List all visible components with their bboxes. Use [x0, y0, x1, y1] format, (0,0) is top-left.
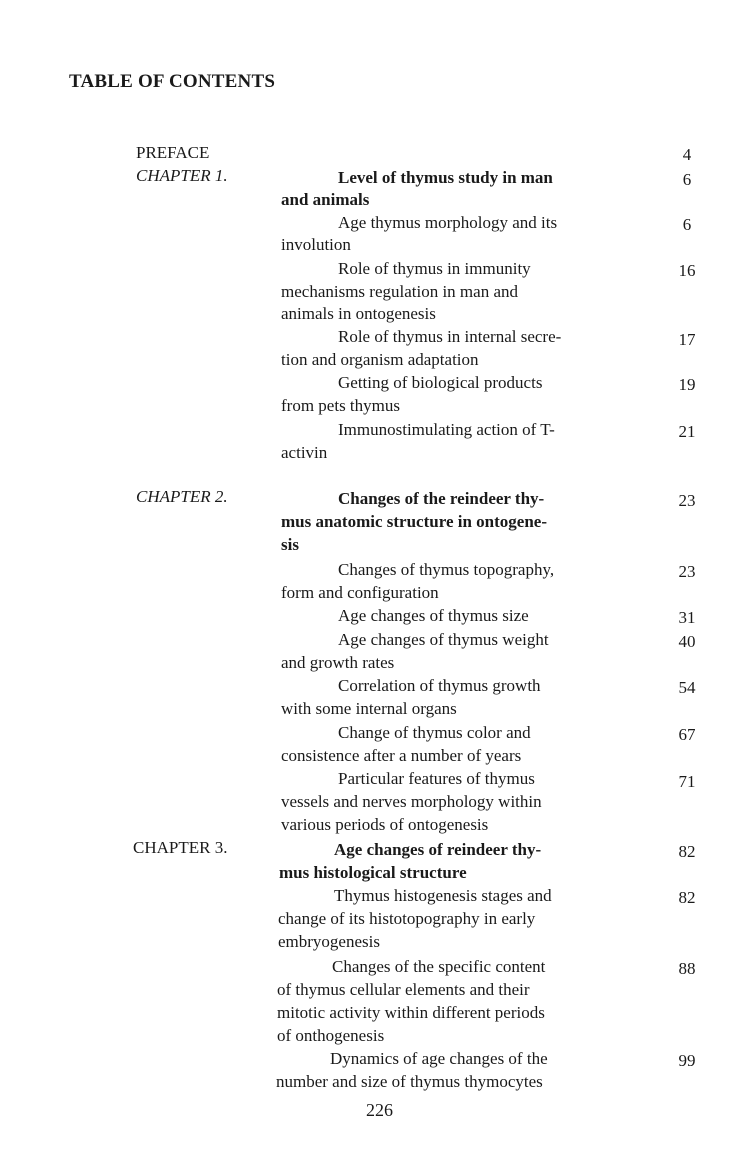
ch1-sec5-line-1: Immunostimulating action of T-: [338, 420, 555, 439]
chapter-2-label: CHAPTER 2.: [136, 487, 228, 506]
ch1-sec4-line-1: Getting of biological products: [338, 373, 543, 392]
ch2-sec5-line-1: Change of thymus color and: [338, 723, 531, 742]
ch2-sec3-line-2: and growth rates: [281, 653, 395, 672]
ch1-sec5-line-2: activin: [281, 443, 328, 462]
ch3-sec2-line-3: mitotic activity within different periods: [277, 1003, 545, 1022]
ch2-sec4-line-1: Correlation of thymus growth: [338, 676, 541, 695]
chapter-2-title-line-3: sis: [281, 535, 299, 554]
ch3-sec2-line-1: Changes of the specific content: [332, 957, 546, 976]
ch3-sec1-line-1: Thymus histogenesis stages and: [334, 886, 552, 905]
ch2-sec6-line-1: Particular features of thymus: [338, 769, 535, 788]
ch1-sec4-line-2: from pets thymus: [281, 396, 400, 415]
ch2-sec1-page: 23: [678, 562, 696, 581]
ch2-sec2-page: 31: [678, 608, 696, 627]
ch3-sec3-line-1: Dynamics of age changes of the: [330, 1049, 548, 1068]
chapter-2-title-line-1: Changes of the reindeer thy-: [338, 489, 545, 508]
ch3-sec2-page: 88: [678, 959, 696, 978]
chapter-1-page: 6: [682, 170, 692, 189]
ch1-sec5-page: 21: [678, 422, 696, 441]
ch3-sec3-page: 99: [678, 1051, 696, 1070]
page-number: 226: [366, 1100, 393, 1120]
ch1-sec3-line-1: Role of thymus in internal secre-: [338, 327, 562, 346]
chapter-1-title-line-1: Level of thymus study in man: [338, 168, 553, 187]
ch2-sec5-page: 67: [678, 725, 696, 744]
ch2-sec1-line-2: form and configuration: [281, 583, 439, 602]
chapter-3-title-line-1: Age changes of reindeer thy-: [334, 840, 542, 859]
chapter-2-page: 23: [678, 491, 696, 510]
ch3-sec2-line-4: of onthogenesis: [277, 1026, 385, 1045]
ch2-sec6-line-3: various periods of ontogenesis: [281, 815, 489, 834]
ch1-sec3-line-2: tion and organism adaptation: [281, 350, 479, 369]
chapter-2-title-line-2: mus anatomic structure in ontogene-: [281, 512, 547, 531]
ch3-sec3-line-2: number and size of thymus thymocytes: [276, 1072, 543, 1091]
ch1-sec3-page: 17: [678, 330, 696, 349]
ch2-sec6-line-2: vessels and nerves morphology within: [281, 792, 542, 811]
ch3-sec2-line-2: of thymus cellular elements and their: [277, 980, 530, 999]
chapter-3-title-line-2: mus histological structure: [279, 863, 467, 882]
ch2-sec2-line-1: Age changes of thymus size: [338, 606, 529, 625]
ch2-sec5-line-2: consistence after a number of years: [281, 746, 522, 765]
ch1-sec2-line-1: Role of thymus in immunity: [338, 259, 531, 278]
chapter-3-page: 82: [678, 842, 696, 861]
chapter-1-label: CHAPTER 1.: [136, 166, 228, 185]
ch1-sec4-page: 19: [678, 375, 696, 394]
ch1-sec1-line-1: Age thymus morphology and its: [338, 213, 558, 232]
preface-page: 4: [682, 145, 692, 164]
preface-label: PREFACE: [136, 143, 210, 162]
ch2-sec4-line-2: with some internal organs: [281, 699, 457, 718]
ch2-sec4-page: 54: [678, 678, 696, 697]
ch2-sec3-page: 40: [678, 632, 696, 651]
chapter-1-title-line-2: and animals: [281, 190, 370, 209]
ch2-sec6-page: 71: [678, 772, 696, 791]
ch1-sec1-line-2: involution: [281, 235, 351, 254]
ch3-sec1-line-2: change of its histotopography in early: [278, 909, 536, 928]
ch3-sec1-line-3: embryogenesis: [278, 932, 380, 951]
ch1-sec2-line-2: mechanisms regulation in man and: [281, 282, 518, 301]
page-heading: TABLE OF CONTENTS: [69, 71, 276, 92]
ch1-sec2-line-3: animals in ontogenesis: [281, 304, 436, 323]
ch1-sec1-page: 6: [682, 215, 692, 234]
ch1-sec2-page: 16: [678, 261, 696, 280]
ch2-sec3-line-1: Age changes of thymus weight: [338, 630, 549, 649]
ch3-sec1-page: 82: [678, 888, 696, 907]
chapter-3-label: CHAPTER 3.: [133, 838, 228, 857]
ch2-sec1-line-1: Changes of thymus topography,: [338, 560, 555, 579]
